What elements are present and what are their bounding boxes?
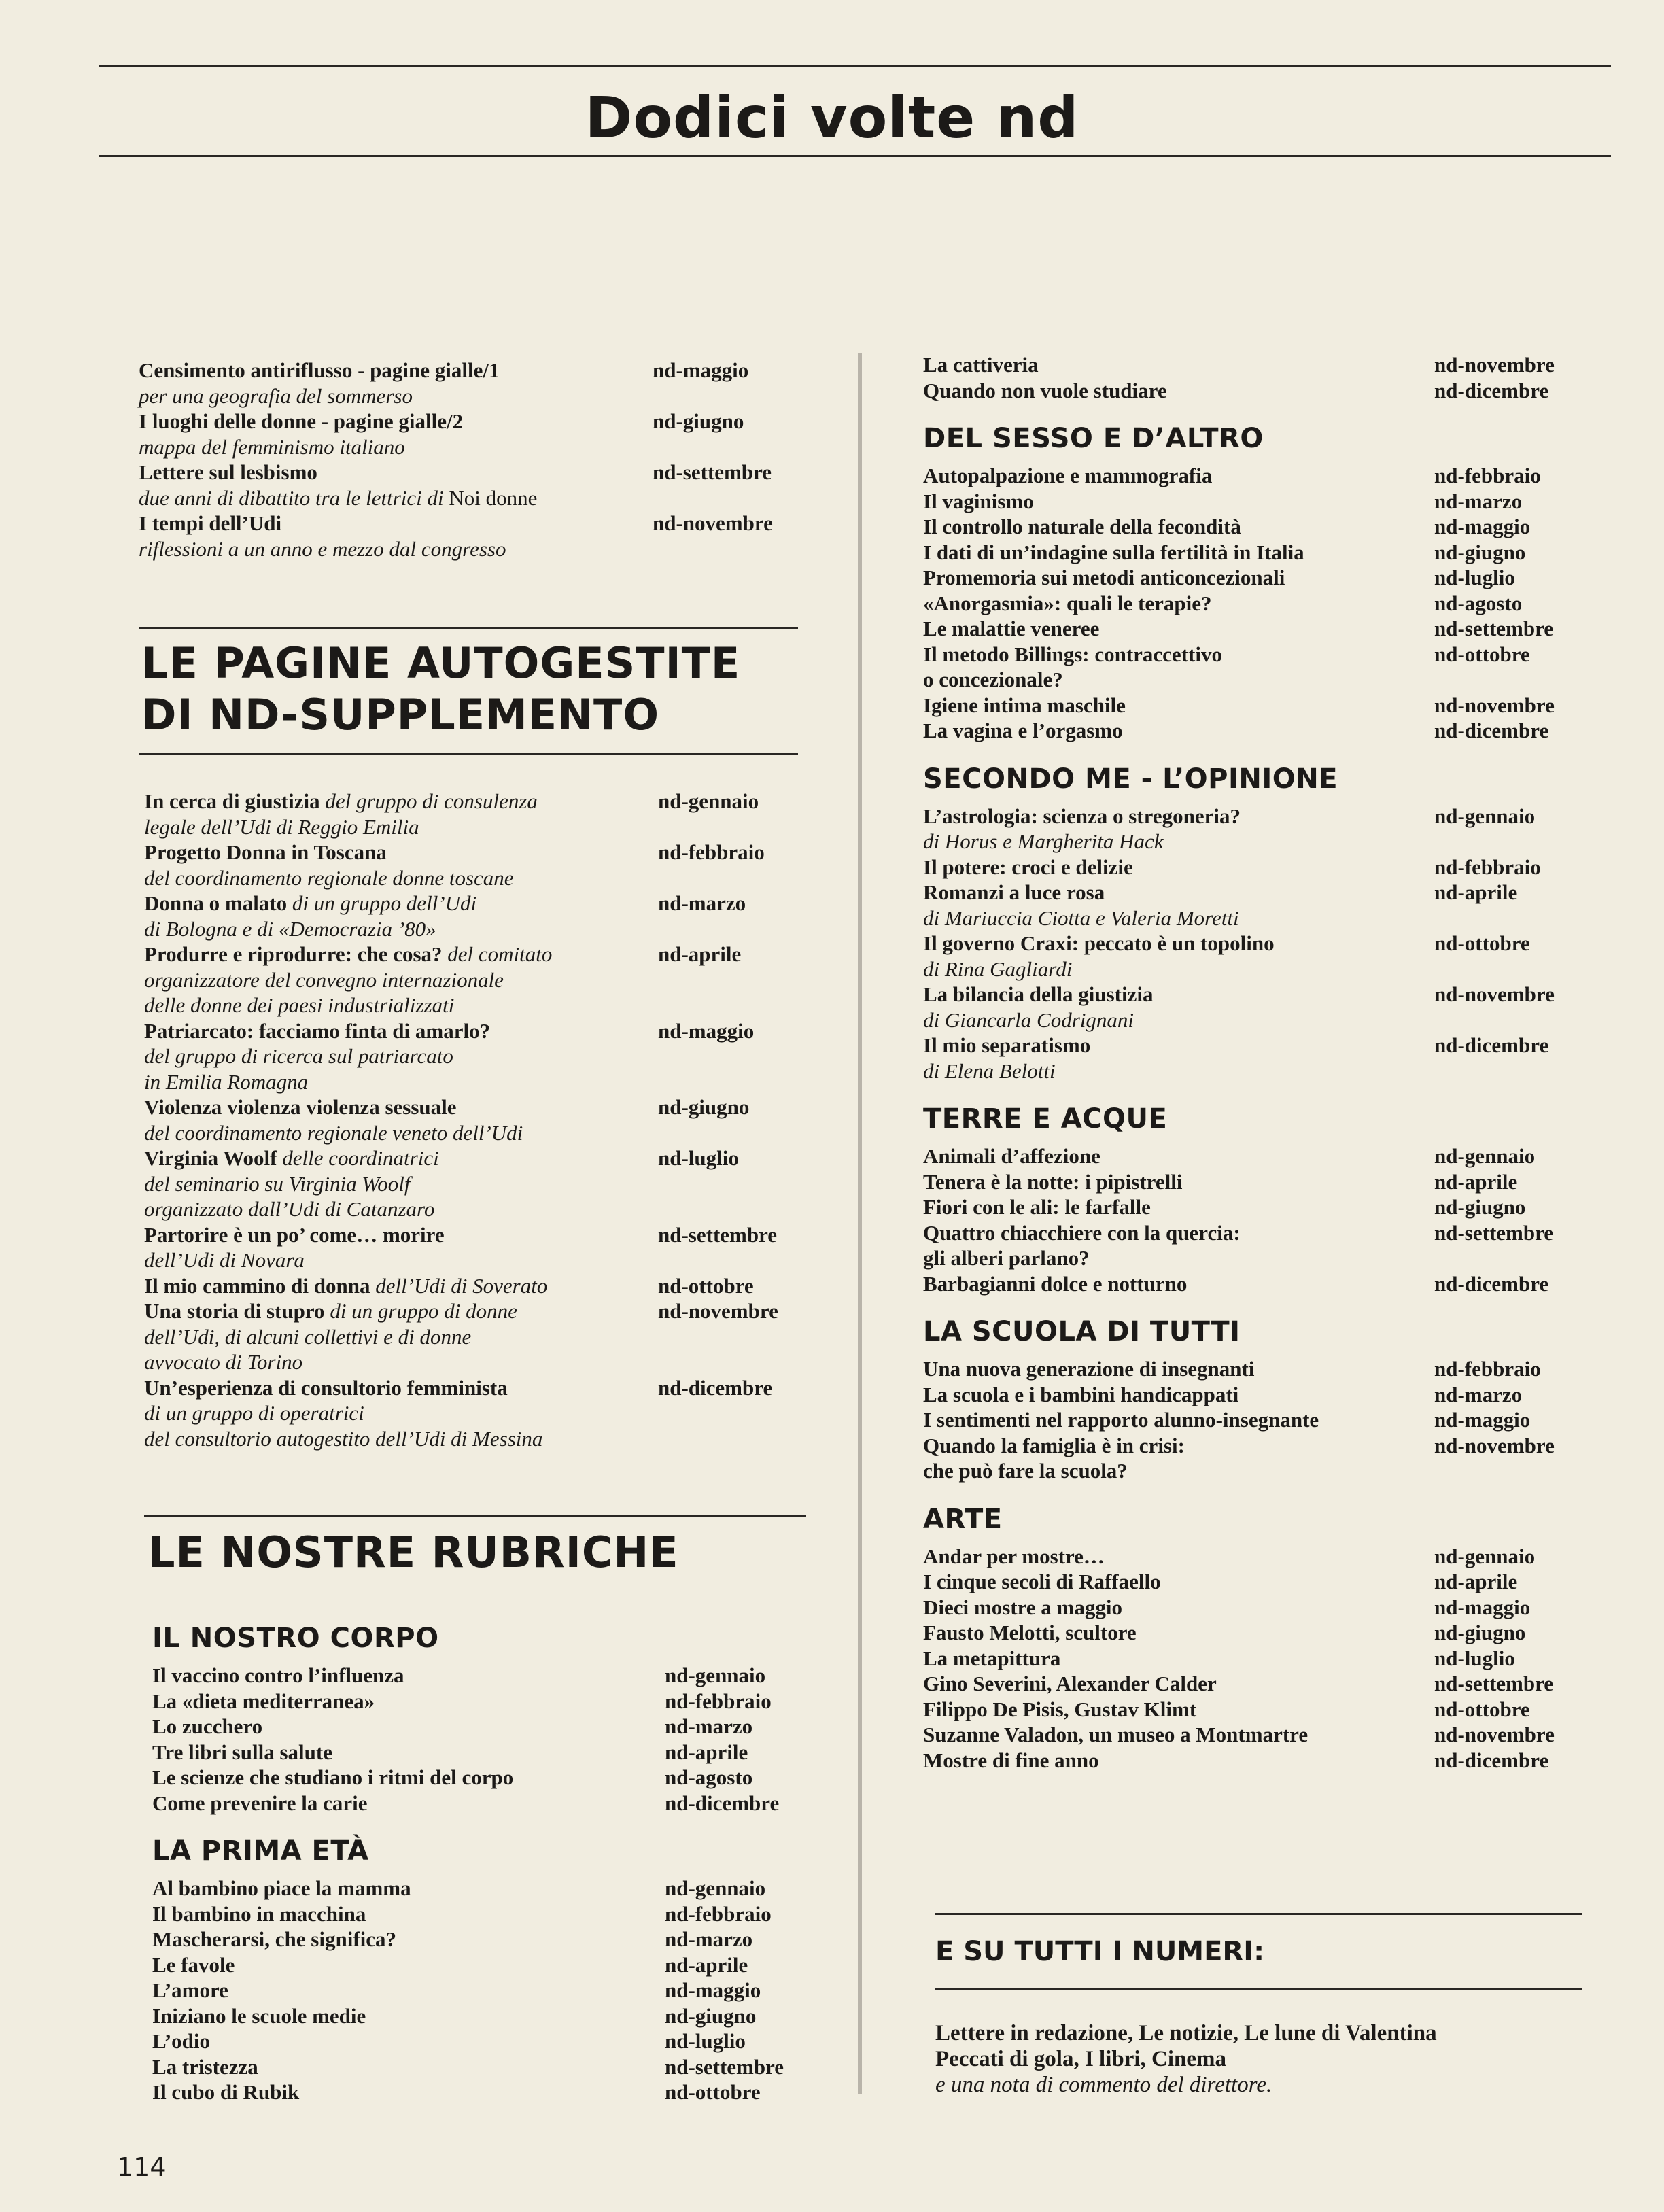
section-heading: LA PRIMA ETÀ xyxy=(152,1835,369,1867)
issue-label: nd-febbraio xyxy=(665,1689,772,1713)
intro-list xyxy=(139,358,791,561)
list-item xyxy=(152,1689,805,1714)
entry-credit: di un gruppo di donne xyxy=(324,1299,517,1323)
right-column xyxy=(923,352,1576,1773)
rubriche-rule xyxy=(144,1515,806,1517)
issue-label: nd-giugno xyxy=(653,409,744,433)
entry-title: Gino Severini, Alexander Calder xyxy=(923,1672,1217,1695)
issue-label: nd-settembre xyxy=(1434,617,1554,640)
entry-title: La vagina e l’orgasmo xyxy=(923,719,1123,742)
entry-title: «Anorgasmia»: quali le terapie? xyxy=(923,591,1212,615)
list-item xyxy=(144,916,797,942)
entry-title: Quando non vuole studiare xyxy=(923,378,1167,402)
entry-title: Mostre di fine anno xyxy=(923,1748,1099,1772)
list-item xyxy=(923,880,1576,905)
list-item xyxy=(144,891,797,916)
rubriche-heading: LE NOSTRE RUBRICHE xyxy=(148,1527,679,1577)
entry-credit: del comitato xyxy=(442,942,553,966)
issue-label: nd-giugno xyxy=(1434,1195,1526,1219)
issue-label: nd-ottobre xyxy=(1434,931,1530,955)
issue-label: nd-gennaio xyxy=(1434,803,1536,828)
list-item xyxy=(923,1058,1576,1084)
entry-title: Il mio cammino di donna xyxy=(144,1273,370,1298)
list-item xyxy=(139,358,791,383)
issue-label: nd-febbraio xyxy=(658,840,765,864)
issue-label: nd-aprile xyxy=(658,942,742,966)
entry-title: Il metodo Billings: contraccettivo xyxy=(923,642,1222,666)
entry-title: Tre libri sulla salute xyxy=(152,1740,332,1764)
issue-label: nd-marzo xyxy=(658,891,746,915)
list-item xyxy=(923,1194,1576,1220)
list-item xyxy=(923,1169,1576,1195)
entry-title: Una storia di stupro xyxy=(144,1299,325,1323)
entry-title: Lo zucchero xyxy=(152,1714,263,1738)
entry-title: Donna o malato xyxy=(144,891,288,915)
list-item xyxy=(923,489,1576,515)
supplement-heading-line2: DI ND-SUPPLEMENTO xyxy=(141,690,660,740)
list-item xyxy=(152,1876,805,1901)
list-item xyxy=(923,931,1576,956)
list-item xyxy=(923,829,1576,854)
entry-title: Un’esperienza di consultorio femminista xyxy=(144,1375,508,1400)
entry-credit: di un gruppo dell’Udi xyxy=(287,891,477,915)
section-list xyxy=(923,803,1576,1084)
list-item xyxy=(923,642,1576,668)
issue-label: nd-luglio xyxy=(658,1146,739,1170)
list-item xyxy=(923,1271,1576,1297)
entry-title: Mascherarsi, che significa? xyxy=(152,1927,397,1951)
every-issue-line3: e una nota di commento del direttore. xyxy=(935,2073,1272,2097)
entry-title: L’astrologia: scienza o stregoneria? xyxy=(923,803,1241,828)
entry-title: Il bambino in macchina xyxy=(152,1901,366,1926)
issue-label: nd-dicembre xyxy=(658,1375,773,1400)
list-item xyxy=(923,378,1576,404)
entry-credit: del gruppo di consulenza xyxy=(319,789,538,813)
list-item xyxy=(144,1018,797,1044)
entry-title: Al bambino piace la mamma xyxy=(152,1876,411,1900)
section-list xyxy=(923,352,1576,403)
issue-label: nd-luglio xyxy=(1434,1646,1515,1670)
issue-label: nd-giugno xyxy=(1434,1621,1526,1644)
issue-label: nd-dicembre xyxy=(1434,1271,1549,1296)
issue-label: nd-novembre xyxy=(1434,1723,1555,1746)
entry-subtitle: in Emilia Romagna xyxy=(144,1069,309,1094)
issue-label: nd-dicembre xyxy=(1434,719,1549,742)
issue-label: nd-aprile xyxy=(1434,880,1518,904)
issue-label: nd-giugno xyxy=(665,2003,757,2028)
entry-title: Fausto Melotti, scultore xyxy=(923,1621,1137,1644)
entry-title: Tenera è la notte: i pipistrelli xyxy=(923,1169,1183,1194)
issue-label: nd-dicembre xyxy=(665,1791,780,1815)
issue-label: nd-maggio xyxy=(658,1018,755,1043)
entry-subtitle: di Giancarla Codrignani xyxy=(923,1007,1134,1032)
issue-label: nd-dicembre xyxy=(1434,378,1549,402)
issue-label: nd-aprile xyxy=(665,1740,748,1764)
section-heading: SECONDO ME - L’OPINIONE xyxy=(923,763,1338,795)
list-item xyxy=(152,1663,805,1689)
entry-subtitle: di Horus e Margherita Hack xyxy=(923,829,1164,853)
section-list xyxy=(152,1663,805,1816)
list-item xyxy=(923,905,1576,931)
entry-subtitle: di Bologna e di «Democrazia ’80» xyxy=(144,916,436,941)
every-issue-line1: Lettere in redazione, Le notizie, Le lune di Valentina xyxy=(935,2021,1437,2045)
list-item xyxy=(139,460,791,485)
issue-label: nd-maggio xyxy=(665,1978,761,2002)
list-item xyxy=(144,1349,797,1375)
section-heading: IL NOSTRO CORPO xyxy=(152,1623,439,1654)
list-item xyxy=(923,982,1576,1007)
entry-title: Lettere sul lesbismo xyxy=(139,460,317,484)
every-issue-text xyxy=(935,2020,1547,2098)
list-item xyxy=(923,1748,1576,1774)
entry-title: La tristezza xyxy=(152,2054,258,2079)
list-item xyxy=(923,1356,1576,1382)
issue-label: nd-marzo xyxy=(1434,489,1523,513)
entry-subtitle: del coordinamento regionale veneto dell’Udi xyxy=(144,1120,523,1145)
issue-label: nd-novembre xyxy=(1434,982,1555,1006)
supplement-list xyxy=(144,789,797,1451)
entry-subtitle: organizzato dall’Udi di Catanzaro xyxy=(144,1197,435,1221)
issue-label: nd-marzo xyxy=(1434,1382,1523,1406)
top-rule xyxy=(99,65,1611,67)
list-item xyxy=(923,667,1576,693)
entry-title: La bilancia della giustizia xyxy=(923,982,1154,1006)
rubriche-sections xyxy=(152,1621,805,2105)
list-item xyxy=(152,1901,805,1927)
entry-title: Iniziano le scuole medie xyxy=(152,2003,366,2028)
list-item xyxy=(144,840,797,865)
list-item xyxy=(923,352,1576,378)
issue-label: nd-dicembre xyxy=(1434,1033,1549,1057)
list-item xyxy=(144,967,797,993)
issue-label: nd-febbraio xyxy=(1434,464,1541,487)
list-item xyxy=(144,1400,797,1426)
list-item xyxy=(139,511,791,536)
list-item xyxy=(144,1298,797,1324)
entry-subtitle: del coordinamento regionale donne toscane xyxy=(144,865,514,890)
entry-title: Come prevenire la carie xyxy=(152,1791,368,1815)
entry-subtitle: di Elena Belotti xyxy=(923,1058,1056,1083)
list-item xyxy=(152,2079,805,2105)
entry-title: Suzanne Valadon, un museo a Montmartre xyxy=(923,1723,1308,1746)
issue-label: nd-ottobre xyxy=(665,2080,761,2104)
list-item xyxy=(923,616,1576,642)
entry-title: Promemoria sui metodi anticoncezionali xyxy=(923,566,1285,589)
issue-label: nd-novembre xyxy=(1434,1433,1555,1457)
entry-subtitle: mappa del femminismo italiano xyxy=(139,434,405,459)
section-heading: TERRE E ACQUE xyxy=(923,1103,1168,1135)
entry-title: Fiori con le ali: le farfalle xyxy=(923,1195,1151,1219)
list-item xyxy=(923,1595,1576,1621)
list-item xyxy=(139,383,791,409)
list-item xyxy=(152,2028,805,2054)
issue-label: nd-novembre xyxy=(658,1299,778,1323)
entry-subtitle: riflessioni a un anno e mezzo dal congresso xyxy=(139,536,506,561)
column-separator xyxy=(858,353,862,2094)
entry-title: o concezionale? xyxy=(923,668,1063,691)
list-item xyxy=(923,1407,1576,1433)
list-item xyxy=(152,1926,805,1952)
section-list xyxy=(923,1143,1576,1296)
issue-label: nd-maggio xyxy=(1434,1408,1531,1432)
issue-label: nd-settembre xyxy=(665,2054,784,2079)
issue-label: nd-gennaio xyxy=(665,1663,766,1687)
entry-title: Il cubo di Rubik xyxy=(152,2080,300,2104)
issue-label: nd-dicembre xyxy=(1434,1748,1549,1772)
issue-label: nd-luglio xyxy=(1434,566,1515,589)
list-item xyxy=(923,1458,1576,1484)
list-item xyxy=(144,1426,797,1452)
entry-title: L’amore xyxy=(152,1978,228,2002)
entry-title: Il mio separatismo xyxy=(923,1033,1091,1057)
issue-label: nd-luglio xyxy=(665,2029,746,2053)
section-list xyxy=(923,1544,1576,1774)
list-item xyxy=(923,1220,1576,1246)
entry-title: La metapittura xyxy=(923,1646,1061,1670)
entry-subtitle: due anni di dibattito tra le lettrici di xyxy=(139,485,444,510)
entry-title: Le malattie veneree xyxy=(923,617,1100,640)
entry-title: Animali d’affezione xyxy=(923,1144,1100,1168)
list-item xyxy=(152,2054,805,2080)
entry-title: Romanzi a luce rosa xyxy=(923,880,1105,904)
list-item xyxy=(144,1375,797,1401)
every-issue-rule-top xyxy=(935,1913,1582,1915)
supplement-rule-bottom xyxy=(139,753,798,755)
issue-label: nd-aprile xyxy=(1434,1169,1518,1194)
entry-subtitle: del consultorio autogestito dell’Udi di Messina xyxy=(144,1426,543,1451)
every-issue-line2: Peccati di gola, I libri, Cinema xyxy=(935,2047,1227,2071)
list-item xyxy=(152,1765,805,1791)
entry-subtitle-name: Noi donne xyxy=(443,485,538,510)
list-item xyxy=(144,1069,797,1095)
list-item xyxy=(923,1245,1576,1271)
issue-label: nd-maggio xyxy=(653,358,749,382)
issue-label: nd-febbraio xyxy=(665,1901,772,1926)
every-issue-heading: E SU TUTTI I NUMERI: xyxy=(935,1936,1265,1967)
list-item xyxy=(144,789,797,814)
list-item xyxy=(923,591,1576,617)
entry-title: Produrre e riprodurre: che cosa? xyxy=(144,942,443,966)
list-item xyxy=(923,1722,1576,1748)
issue-label: nd-gennaio xyxy=(665,1876,766,1900)
supplement-heading xyxy=(141,638,740,741)
list-item xyxy=(139,409,791,434)
list-item xyxy=(144,1145,797,1171)
list-item xyxy=(152,1977,805,2003)
issue-label: nd-agosto xyxy=(665,1765,753,1789)
list-item xyxy=(144,1043,797,1069)
issue-label: nd-aprile xyxy=(665,1952,748,1977)
entry-title: L’odio xyxy=(152,2029,211,2053)
entry-title: In cerca di giustizia xyxy=(144,789,320,813)
entry-subtitle: del gruppo di ricerca sul patriarcato xyxy=(144,1044,453,1068)
issue-label: nd-settembre xyxy=(658,1222,778,1247)
entry-title: Igiene intima maschile xyxy=(923,693,1126,717)
list-item xyxy=(923,1033,1576,1058)
issue-label: nd-gennaio xyxy=(1434,1544,1536,1568)
issue-label: nd-ottobre xyxy=(658,1273,754,1298)
section-list xyxy=(923,1356,1576,1484)
list-item xyxy=(923,1646,1576,1672)
list-item xyxy=(923,693,1576,719)
list-item xyxy=(923,1433,1576,1459)
list-item xyxy=(144,992,797,1018)
entry-title: I cinque secoli di Raffaello xyxy=(923,1570,1161,1593)
issue-label: nd-febbraio xyxy=(1434,1357,1541,1381)
list-item xyxy=(923,1007,1576,1033)
supplement-heading-line1: LE PAGINE AUTOGESTITE xyxy=(141,638,741,688)
entry-title: La «dieta mediterranea» xyxy=(152,1689,375,1713)
issue-label: nd-settembre xyxy=(1434,1220,1554,1245)
list-item xyxy=(923,1143,1576,1169)
supplement-rule-top xyxy=(139,627,798,629)
entry-title: Il controllo naturale della fecondità xyxy=(923,515,1241,538)
issue-label: nd-maggio xyxy=(1434,1595,1531,1619)
list-item xyxy=(152,1714,805,1740)
entry-title: Quando la famiglia è in crisi: xyxy=(923,1433,1185,1457)
entry-subtitle: di Rina Gagliardi xyxy=(923,956,1073,981)
entry-title: Barbagianni dolce e notturno xyxy=(923,1271,1188,1296)
entry-title: Andar per mostre… xyxy=(923,1544,1105,1568)
list-item xyxy=(144,865,797,891)
issue-label: nd-aprile xyxy=(1434,1570,1518,1593)
section-list xyxy=(152,1876,805,2105)
list-item xyxy=(144,1196,797,1222)
entry-title: Autopalpazione e mammografia xyxy=(923,464,1213,487)
entry-title: Censimento antiriflusso - pagine gialle/1 xyxy=(139,358,500,382)
list-item xyxy=(139,485,791,511)
list-item xyxy=(144,814,797,840)
list-item xyxy=(144,1222,797,1248)
entry-title: La cattiveria xyxy=(923,353,1039,377)
list-item xyxy=(139,536,791,562)
list-item xyxy=(923,514,1576,540)
entry-title: I tempi dell’Udi xyxy=(139,511,282,535)
list-item xyxy=(144,1324,797,1350)
entry-title: Violenza violenza violenza sessuale xyxy=(144,1095,457,1119)
issue-label: nd-settembre xyxy=(653,460,772,484)
issue-label: nd-maggio xyxy=(1434,515,1531,538)
list-item xyxy=(923,718,1576,744)
entry-title: Dieci mostre a maggio xyxy=(923,1595,1122,1619)
list-item xyxy=(144,1120,797,1146)
page-number: 114 xyxy=(117,2152,167,2182)
list-item xyxy=(923,540,1576,566)
entry-subtitle: organizzatore del convegno internazionale xyxy=(144,967,504,992)
list-item xyxy=(923,1544,1576,1570)
list-item xyxy=(144,1094,797,1120)
issue-label: nd-gennaio xyxy=(1434,1144,1536,1168)
list-item xyxy=(152,1740,805,1765)
list-item xyxy=(923,956,1576,982)
list-item xyxy=(923,1671,1576,1697)
list-item xyxy=(144,1247,797,1273)
section-list xyxy=(923,463,1576,744)
issue-label: nd-novembre xyxy=(1434,693,1555,717)
entry-title: Progetto Donna in Toscana xyxy=(144,840,387,864)
issue-label: nd-giugno xyxy=(1434,540,1526,564)
entry-credit: delle coordinatrici xyxy=(277,1146,439,1170)
entry-title: I dati di un’indagine sulla fertilità in Italia xyxy=(923,540,1304,564)
list-item xyxy=(923,463,1576,489)
every-issue-rule-bottom xyxy=(935,1988,1582,1990)
issue-label: nd-febbraio xyxy=(1434,854,1541,879)
entry-subtitle: di un gruppo di operatrici xyxy=(144,1401,364,1425)
issue-label: nd-novembre xyxy=(653,511,773,535)
issue-label: nd-gennaio xyxy=(658,789,759,813)
entry-title: I sentimenti nel rapporto alunno-insegnante xyxy=(923,1408,1319,1432)
list-item xyxy=(923,1697,1576,1723)
section-heading: ARTE xyxy=(923,1503,1003,1535)
entry-title: Patriarcato: facciamo finta di amarlo? xyxy=(144,1018,491,1043)
entry-title: Il vaginismo xyxy=(923,489,1034,513)
issue-label: nd-giugno xyxy=(658,1095,750,1119)
issue-label: nd-novembre xyxy=(1434,353,1555,377)
section-heading: DEL SESSO E D’ALTRO xyxy=(923,423,1264,454)
list-item xyxy=(923,1382,1576,1408)
entry-subtitle: di Mariuccia Ciotta e Valeria Moretti xyxy=(923,905,1239,930)
list-item xyxy=(923,565,1576,591)
issue-label: nd-agosto xyxy=(1434,591,1523,615)
list-item xyxy=(923,1569,1576,1595)
entry-title: Filippo De Pisis, Gustav Klimt xyxy=(923,1697,1197,1721)
list-item xyxy=(923,854,1576,880)
entry-title: Le scienze che studiano i ritmi del corpo xyxy=(152,1765,514,1789)
entry-title: Il vaccino contro l’influenza xyxy=(152,1663,404,1687)
issue-label: nd-ottobre xyxy=(1434,642,1530,666)
entry-title: I luoghi delle donne - pagine gialle/2 xyxy=(139,409,464,433)
list-item xyxy=(144,941,797,967)
entry-title: Virginia Woolf xyxy=(144,1146,277,1170)
entry-subtitle: delle donne dei paesi industrializzati xyxy=(144,993,455,1017)
entry-credit: dell’Udi di Soverato xyxy=(370,1273,548,1298)
entry-subtitle: avvocato di Torino xyxy=(144,1350,303,1374)
entry-title: Le favole xyxy=(152,1952,235,1977)
entry-title: La scuola e i bambini handicappati xyxy=(923,1382,1239,1406)
entry-title: gli alberi parlano? xyxy=(923,1246,1090,1270)
page-title: Dodici volte nd xyxy=(585,84,1079,151)
entry-subtitle: legale dell’Udi di Reggio Emilia xyxy=(144,814,419,839)
list-item xyxy=(139,434,791,460)
list-item xyxy=(152,1952,805,1978)
issue-label: nd-marzo xyxy=(665,1714,753,1738)
list-item xyxy=(144,1273,797,1299)
entry-subtitle: del seminario su Virginia Woolf xyxy=(144,1171,411,1196)
entry-title: Quattro chiacchiere con la quercia: xyxy=(923,1220,1241,1245)
entry-title: Una nuova generazione di insegnanti xyxy=(923,1357,1255,1381)
issue-label: nd-settembre xyxy=(1434,1672,1554,1695)
title-underline xyxy=(99,155,1611,157)
entry-title: che può fare la scuola? xyxy=(923,1459,1128,1483)
entry-subtitle: per una geografia del sommerso xyxy=(139,383,413,408)
issue-label: nd-ottobre xyxy=(1434,1697,1530,1721)
entry-title: Partorire è un po’ come… morire xyxy=(144,1222,445,1247)
list-item xyxy=(923,1620,1576,1646)
entry-title: Il governo Craxi: peccato è un topolino xyxy=(923,931,1275,955)
list-item xyxy=(152,2003,805,2029)
list-item xyxy=(144,1171,797,1197)
entry-subtitle: dell’Udi di Novara xyxy=(144,1248,305,1272)
issue-label: nd-marzo xyxy=(665,1927,753,1951)
section-heading: LA SCUOLA DI TUTTI xyxy=(923,1316,1241,1347)
entry-subtitle: dell’Udi, di alcuni collettivi e di donne xyxy=(144,1324,472,1349)
entry-title: Il potere: croci e delizie xyxy=(923,854,1133,879)
list-item xyxy=(152,1791,805,1816)
list-item xyxy=(923,803,1576,829)
